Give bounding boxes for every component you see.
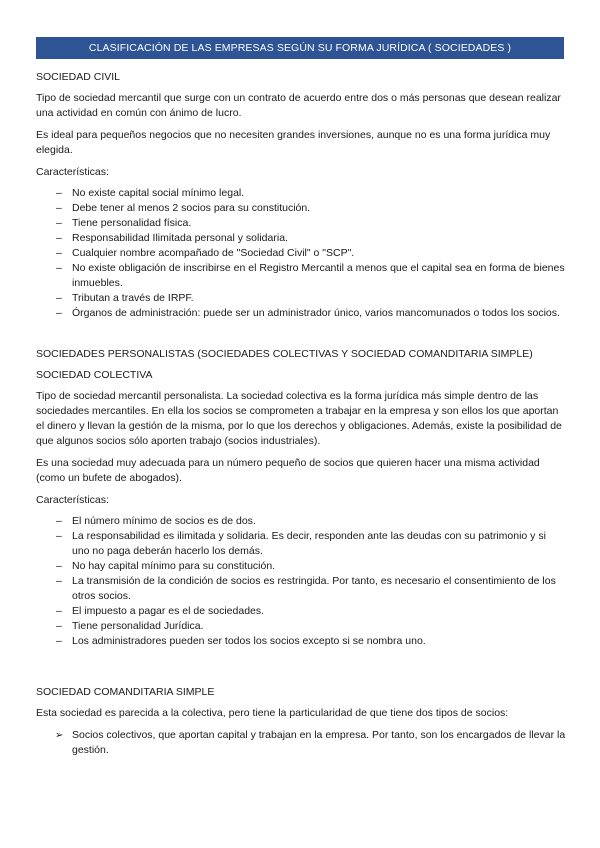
features-label: Características: [36,494,109,506]
list-item: – Órganos de administración: puede ser un administrador único, varios mancomunados o todos los socios. [36,306,566,321]
features-label: Características: [36,166,109,178]
list-item: – Cualquier nombre acompañado de "Sociedad Civil" o "SCP". [36,246,566,261]
list-item: – La responsabilidad es ilimitada y solidaria. Es decir, responden ante las deudas con su patrimonio y si uno no paga deberán hacerlo los demás. [36,529,566,559]
list-item: – No existe capital social mínimo legal. [36,186,566,201]
paragraph: Esta sociedad es parecida a la colectiva, pero tiene la particularidad de que tiene dos tipos de socios: [36,707,509,719]
list-item-text: Socios colectivos, que aportan capital y trabajan en la empresa. Por tanto, son los encargados de llevar la gestión. [72,729,566,756]
arrow-bullet-icon: ➢ [55,730,64,741]
paragraph: Es una sociedad muy adecuada para un número pequeño de socios que quieren hacer una misma actividad (como un bufete de abogados). [36,457,540,484]
features-list-colectiva [36,514,566,649]
document-body [36,70,566,758]
list-item: – No hay capital mínimo para su constitución. [36,559,566,574]
section-heading-colectiva: SOCIEDAD COLECTIVA [36,369,153,381]
paragraph: Es ideal para pequeños negocios que no necesiten grandes inversiones, aunque no es una forma jurídica muy elegida. [36,129,551,156]
list-item: – La transmisión de la condición de socios es restringida. Por tanto, es necesario el consentimiento de los otros socios. [36,574,566,604]
list-item: – Debe tener al menos 2 socios para su constitución. [36,201,566,216]
list-item: – El número mínimo de socios es de dos. [36,514,566,529]
section-heading-civil: SOCIEDAD CIVIL [36,71,121,83]
features-list-civil [36,186,566,321]
list-item: – Tributan a través de IRPF. [36,291,566,306]
list-item: – Responsabilidad Ilimitada personal y solidaria. [36,231,566,246]
partner-types-list [36,728,566,758]
list-item [36,728,566,758]
section-heading-personalistas: SOCIEDADES PERSONALISTAS (SOCIEDADES COLECTIVAS Y SOCIEDAD COMANDITARIA SIMPLE) [36,348,533,360]
page-title-banner: CLASIFICACIÓN DE LAS EMPRESAS SEGÚN SU FORMA JURÍDICA ( SOCIEDADES ) [36,37,564,59]
paragraph: Tipo de sociedad mercantil que surge con un contrato de acuerdo entre dos o más personas que desean realizar una actividad en común con ánimo de lucro. [36,92,561,119]
paragraph: Tipo de sociedad mercantil personalista. La sociedad colectiva es la forma jurídica más simple dentro de las sociedades mercantiles. En ella los socios se comprometen a trabajar en la empresa y son ellos los que aportan el dinero y llevan la gestión de la misma, por lo que los derechos y obligaciones. Además, existe la posibilidad de que algunos socios sólo aporten trabajo (socios industriales). [36,390,562,447]
list-item: – No existe obligación de inscribirse en el Registro Mercantil a menos que el capital sea en forma de bienes inmuebles. [36,261,566,291]
section-heading-comanditaria: SOCIEDAD COMANDITARIA SIMPLE [36,686,215,698]
list-item: – Tiene personalidad física. [36,216,566,231]
list-item: – Los administradores pueden ser todos los socios excepto si se nombra uno. [36,634,566,649]
list-item: – El impuesto a pagar es el de sociedades. [36,604,566,619]
list-item: – Tiene personalidad Jurídica. [36,619,566,634]
